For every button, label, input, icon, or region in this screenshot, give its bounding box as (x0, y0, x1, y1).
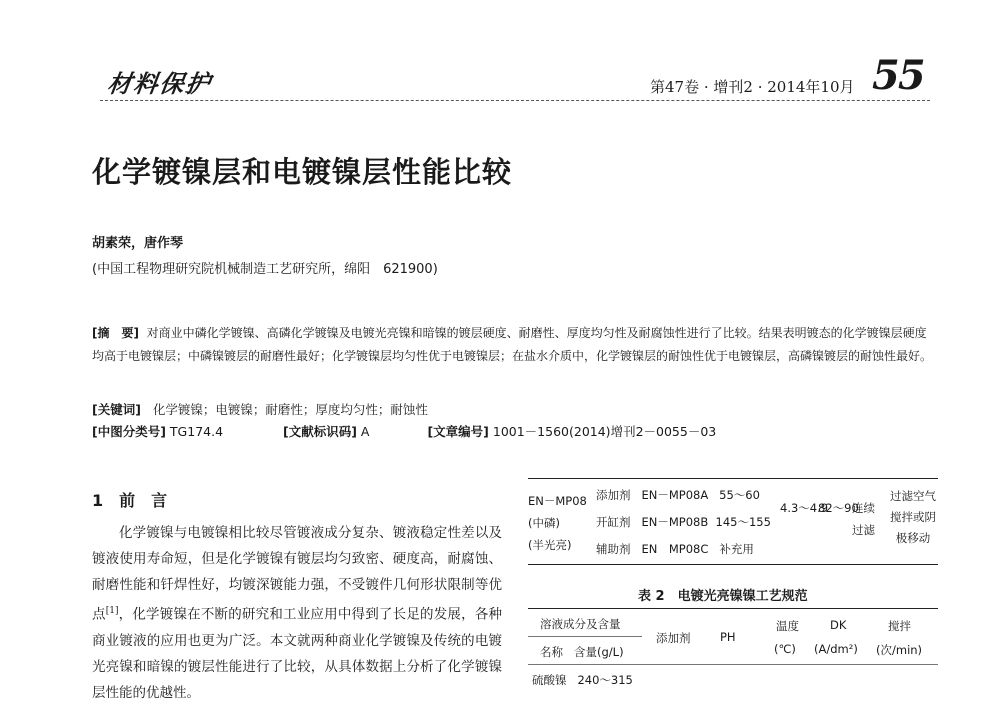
table1-mode (852, 497, 875, 541)
table2-col-temp: 温度 (776, 619, 799, 633)
affiliation: (中国工程物理研究院机械制造工艺研究所，绵阳 621900) (92, 262, 438, 277)
table2-top-rule (528, 608, 938, 609)
section-heading: 1 前 言 (92, 491, 168, 510)
table1-mode-line: 连续 (852, 501, 875, 515)
classification-line (92, 422, 716, 440)
table1-amount: 55～60 (719, 488, 760, 502)
table2-col-ph: PH (720, 630, 736, 644)
table2-col-name: 名称 (540, 645, 563, 659)
abstract-label: [摘 要] (92, 326, 139, 340)
article-title: 化学镀镍层和电镀镍层性能比较 (92, 155, 513, 189)
table1-agent: 开缸剂 (596, 515, 631, 529)
table2-cell-value: 240～315 (577, 673, 633, 687)
doc-code-value: A (360, 424, 370, 439)
table2-col-stir-unit: (次/min) (876, 643, 923, 657)
table2-header-group: 溶液成分及含量 (540, 617, 621, 631)
keywords: 化学镀镍；电镀镍；耐磨性；厚度均匀性；耐蚀性 (152, 402, 428, 417)
page-number: 55 (872, 52, 924, 99)
table1-agitation-line: 搅拌或阴 (890, 510, 936, 524)
table2-header-rule (528, 664, 938, 665)
table1-agents (596, 482, 771, 563)
table1-ph: 4.3～4.9 (780, 501, 829, 515)
article-no-value: 1001－1560(2014)增刊2－0055－03 (492, 424, 717, 439)
citation: [1] (105, 606, 119, 616)
table1-row (596, 536, 771, 563)
table1-product-line: EN－MP08 (528, 494, 587, 508)
abstract (92, 322, 936, 368)
table1-agent-name: EN MP08C (641, 542, 709, 556)
table2-group-rule (528, 636, 642, 637)
table2-row (532, 672, 633, 688)
table1-bottom-rule (528, 564, 938, 565)
section-body (92, 520, 502, 706)
table1-mode-line: 过滤 (852, 523, 875, 537)
table1-row (596, 509, 771, 536)
header-rule (100, 100, 930, 101)
authors: 胡素荣，唐作琴 (92, 236, 184, 251)
table1-product-line: (半光亮) (528, 538, 572, 552)
doc-code-label: [文献标识码] (283, 424, 357, 439)
table2-col-stir: 搅拌 (888, 619, 911, 633)
table1-top-rule (528, 478, 938, 479)
table1-amount: 补充用 (719, 542, 754, 556)
table2-col-content: 含量(g/L) (574, 645, 624, 659)
table1-product (528, 490, 587, 556)
article-no-label: [文章编号] (427, 424, 489, 439)
table1-agent-name: EN－MP08B (641, 515, 709, 529)
body-text-b: ，化学镀镍在不断的研究和工业应用中得到了长足的发展，各种商业镀液的应用也更为广泛。本文就两种商业化学镀镍及传统的电镀光亮镍和暗镍的镀层性能进行了比较，从具体数据上分析了化学镀镍层性能的优越性。 (92, 606, 503, 701)
abstract-text: 对商业中磷化学镀镍、高磷化学镀镍及电镀光亮镍和暗镍的镀层硬度、耐磨性、厚度均匀性及耐腐蚀性进行了比较。结果表明镀态的化学镀镍层硬度均高于电镀镍层；中磷镍镀层的耐磨性最好；化学镀镍层均匀性优于电镀镍层；在盐水介质中，化学镀镍层的耐蚀性优于电镀镍层，高磷镍镀层的耐蚀性最好。 (92, 326, 933, 363)
journal-logo: 材料保护 (105, 69, 214, 98)
table1-agent: 辅助剂 (596, 542, 631, 556)
table1-agitation-line: 过滤空气 (890, 489, 936, 503)
body-text-a: 化学镀镍与电镀镍相比较尽管镀液成分复杂、镀液稳定性差以及镀液使用寿命短，但是化学镀镍有镀层均匀致密、硬度高，耐腐蚀、耐磨性能和钎焊性好，均镀深镀能力强，不受镀件几何形状限制等优点 (92, 525, 502, 623)
keywords-label: [关键词] (92, 402, 141, 417)
issue-info: 第47卷 · 增刊2 · 2014年10月 (650, 78, 855, 96)
keywords-line (92, 400, 428, 418)
table1-amount: 145～155 (715, 515, 771, 529)
table2-caption: 表 2 电镀光亮镍镍工艺规范 (638, 589, 808, 604)
table2-col-dk-unit: (A/dm²) (814, 642, 858, 656)
table1-product-line: (中磷) (528, 516, 560, 530)
table1-agitation (885, 486, 941, 549)
table1-row (596, 482, 771, 509)
table2-cell-name: 硫酸镍 (532, 673, 567, 687)
table1-temp: 82～90 (818, 501, 859, 515)
table1-agent-name: EN－MP08A (641, 488, 709, 502)
table1-agent: 添加剂 (596, 488, 631, 502)
table2-col-temp-unit: (℃) (774, 642, 796, 656)
table1-agitation-line: 极移动 (895, 531, 931, 545)
clc-label: [中图分类号] (92, 424, 166, 439)
table2-col-dk: DK (830, 618, 847, 632)
clc-value: TG174.4 (169, 424, 224, 439)
table2-col-additive: 添加剂 (656, 631, 691, 645)
